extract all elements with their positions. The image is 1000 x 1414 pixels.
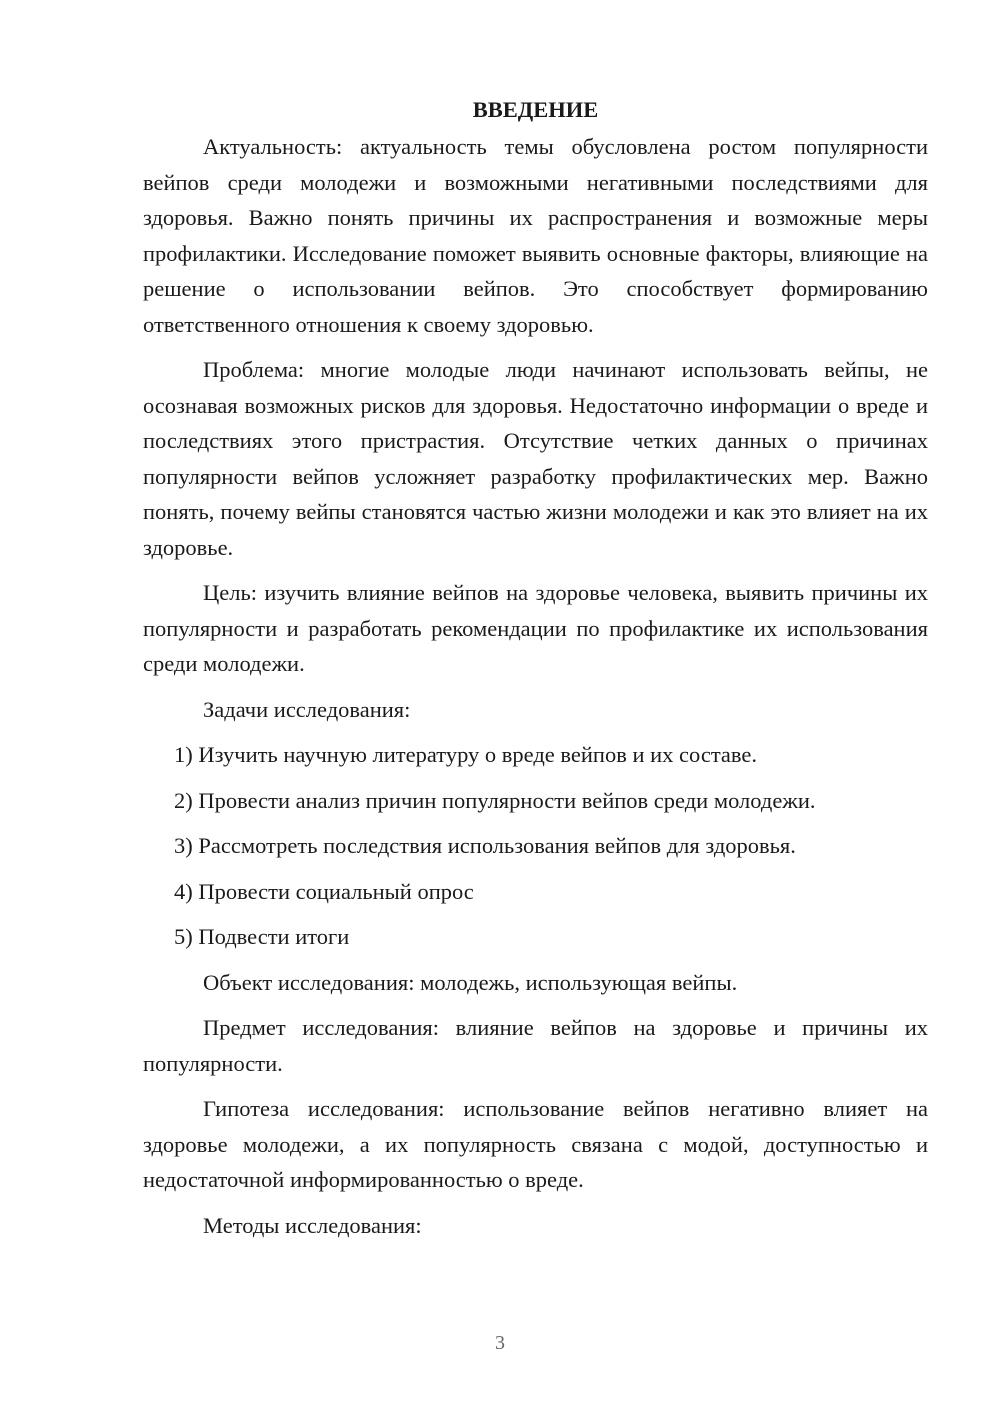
document-page	[143, 92, 928, 1253]
methods-heading: Методы исследования:	[203, 1212, 422, 1238]
list-item: 3) Рассмотреть последствия использования вейпов для здоровья.	[174, 833, 796, 858]
paragraph-relevance: Актуальность: актуальность темы обусловлена ростом популярности вейпов среди молодежи и возможными негативными последствиями для здоровья. Важно понять причины их распространения и возможные меры профилактики. Исследование поможет выявить основные факторы, влияющие на решение о использовании вейпов. Это способствует формированию ответственного отношения к своему здоровью.	[143, 134, 928, 337]
list-item: 5) Подвести итоги	[174, 924, 350, 949]
paragraph-subject: Предмет исследования: влияние вейпов на здоровье и причины их популярности.	[143, 1015, 928, 1076]
tasks-heading: Задачи исследования:	[203, 696, 411, 722]
list-item: 4) Провести социальный опрос	[174, 878, 474, 904]
list-item: 2) Провести анализ причин популярности вейпов среди молодежи.	[174, 787, 816, 813]
paragraph-problem: Проблема: многие молодые люди начинают использовать вейпы, не осознавая возможных рисков для здоровья. Недостаточно информации о вреде и последствиях этого пристрастия. Отсутствие четких данных о причинах популярности вейпов усложняет разработку профилактических мер. Важно понять, почему вейпы становятся частью жизни молодежи и как это влияет на их здоровье.	[143, 357, 928, 560]
paragraph-hypothesis: Гипотеза исследования: использование вейпов негативно влияет на здоровье молодежи, а их популярность связана с модой, доступностью и недостаточной информированностью о вреде.	[143, 1096, 928, 1192]
page-number: 3	[495, 1332, 505, 1354]
tasks-list	[143, 737, 928, 955]
section-title: ВВЕДЕНИЕ	[472, 97, 599, 122]
list-item: 1) Изучить научную литературу о вреде вейпов и их составе.	[174, 742, 758, 767]
paragraph-object: Объект исследования: молодежь, использующая вейпы.	[203, 969, 738, 995]
paragraph-goal: Цель: изучить влияние вейпов на здоровье человека, выявить причины их популярности и разработать рекомендации по профилактике их использования среди молодежи.	[143, 580, 928, 676]
